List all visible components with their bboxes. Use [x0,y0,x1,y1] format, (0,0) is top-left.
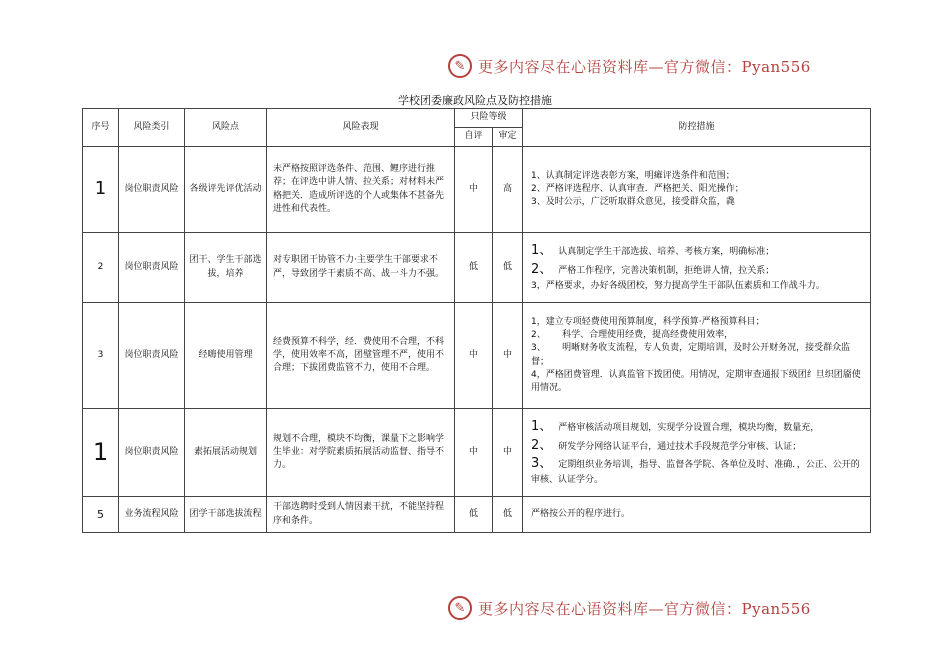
measure-item: 3，严格要求，办好各级团校，努力提高学生干部队伍素质和工作战斗力。 [531,280,825,291]
risk-table [82,108,871,533]
cell-review: 中 [493,303,523,409]
cell-self-eval: 低 [455,497,493,533]
watermark-bottom [448,596,811,620]
cell-self-eval: 中 [455,147,493,233]
header-description: 风险表现 [267,109,455,147]
measure-item: 3、 定期组织业务培训，指导、监督各学院、各单位及时、准确．，公正、公开的审核、认证学分。 [531,456,860,486]
cell-point: 团学干部选拔流程 [185,497,267,533]
header-point: 风险点 [185,109,267,147]
header-level: 只险等级 [455,109,523,128]
header-review: 审定 [493,128,523,147]
cell-review: 中 [493,409,523,497]
measure-item: 严格按公开的程序进行。 [531,508,631,519]
measure-item: 1，建立专项轻费使用预算制度，科学预算·严格预算科目； [531,317,765,328]
measure-item: 1、认真制定评选表彰方案，明瘫评选条件和范围； [531,170,735,181]
measure-item: 2、 严格工作程序，完善决策机制，拒绝讲人情，拉关系； [531,261,775,277]
watermark-text: 更多内容尽在心语资料库—官方微信：Pyan556 [478,57,811,76]
cell-point: 素拓展活动规划 [185,409,267,497]
watermark-text: 更多内容尽在心语资料库—官方微信：Pyan556 [478,599,811,618]
header-row-top [83,109,871,128]
header-measures: 防控措施 [523,109,871,147]
table-row [83,497,871,533]
cell-self-eval: 中 [455,409,493,497]
cell-category: 岗位职责风险 [119,409,185,497]
cell-measures [523,147,871,233]
cell-point: 各级评先评优活动 [185,147,267,233]
measure-item: 3、 明晰财务收支流程，专人负责，定期培训，及时公开财务况，接受群众监督； [531,343,851,367]
measure-item: 3、及时公示，广泛听取群众意见，接受群众监，毳 [531,197,735,208]
header-category: 风险类引 [119,109,185,147]
cell-point: 经嗨使用管理 [185,303,267,409]
table-row [83,147,871,233]
table-row [83,409,871,497]
watermark-top [448,54,811,78]
measure-item: 2、 研发学分网络认证平台，通过技术手段规范学分审核、认证； [531,437,802,453]
cell-category: 业务流程风险 [119,497,185,533]
calligraphy-seal-icon: ✎ [448,54,472,78]
header-self-eval: 自评 [455,128,493,147]
cell-seq: 2 [83,233,119,303]
table-row [83,233,871,303]
document-title: 学校团委廉政风险点及防控措施 [398,94,552,107]
measure-item: 2、严格评选程序、认真审查．严格把关、阳光操作； [531,183,744,194]
cell-category: 岗位职责风险 [119,147,185,233]
measure-item: 4，严格团费管理．认真监管下拨团使。用情况，定期审查通报下级团纟旦织团靥使用情况。 [531,369,861,393]
cell-description: 对专职团干协管不力·主要学生干部要求不严，导致团学干素质不高、战一斗力不强。 [267,233,455,303]
cell-review: 低 [493,497,523,533]
calligraphy-seal-icon: ✎ [448,596,472,620]
cell-review: 低 [493,233,523,303]
cell-seq: 3 [83,303,119,409]
cell-seq: 1 [83,147,119,233]
measure-item: 2、 科学、合理使用经费，提高经费使用效率， [531,330,734,341]
cell-description: 干部选聘时受到人情因素干扰，不能坚持程序和条件。 [267,497,455,533]
cell-category: 岗位职责风险 [119,303,185,409]
cell-measures [523,233,871,303]
cell-category: 岗位职责风险 [119,233,185,303]
cell-review: 高 [493,147,523,233]
cell-measures [523,303,871,409]
table-row [83,303,871,409]
cell-description: 未严格按照评选条件、范围、鲤序进行推荐；在评选中讲人情、拉关系；对材料未严格把关．造成所评选的个人或集体不甚备先进性和代表性。 [267,147,455,233]
cell-measures [523,497,871,533]
cell-seq: 1 [83,409,119,497]
measure-item: 1、 认真制定学生干部选拔、培养、考核方案，明确标准； [531,243,775,259]
cell-description: 经费预算不科学，经．费使用不合理，不科学，使用效率不高，团璧管理不严，使用不合理；下拔团费监管不力，使用不合理。 [267,303,455,409]
header-seq: 序号 [83,109,119,147]
measure-item: 1、 严格审核活动项目规划，实现学分设置合理，模块均衡，数量充， [531,418,820,434]
cell-point: 团干、学生干部选拔，培养 [185,233,267,303]
cell-self-eval: 低 [455,233,493,303]
cell-description: 规划不合理，模块不均衡，课量下之影响学生毕业：对学院素质拓展活动监督、指导不力。 [267,409,455,497]
cell-seq: 5 [83,497,119,533]
cell-self-eval: 中 [455,303,493,409]
cell-measures [523,409,871,497]
